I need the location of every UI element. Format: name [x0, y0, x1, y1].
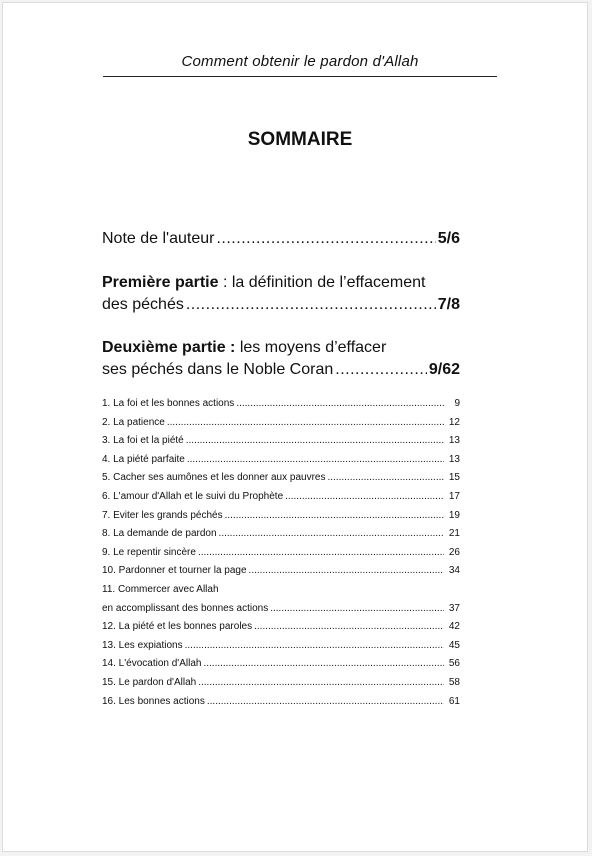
toc-item-page: 21: [448, 528, 460, 540]
toc-item-page: 13: [448, 453, 460, 465]
toc-item[interactable]: [102, 454, 460, 473]
dot-leader: [167, 417, 444, 428]
dot-leader: [285, 491, 444, 502]
dot-leader: [203, 658, 444, 669]
dot-leader: [185, 640, 444, 651]
toc-item[interactable]: [102, 528, 460, 547]
toc-item-label: 11. Commercer avec Allah: [102, 583, 219, 595]
toc-item[interactable]: [102, 435, 460, 454]
toc-item-page: 15: [448, 472, 460, 484]
toc-item[interactable]: [102, 621, 460, 640]
toc-item-label: 12. La piété et les bonnes paroles: [102, 621, 253, 633]
toc-item-page: 13: [448, 435, 460, 447]
toc-item-label: 15. Le pardon d'Allah: [102, 676, 197, 688]
dot-leader: [236, 398, 444, 409]
toc-item-page: 17: [448, 490, 460, 502]
toc-item-page: 61: [448, 695, 460, 707]
part-label: Deuxième partie :: [102, 339, 236, 356]
part-title-cont: ses péchés dans le Noble Coran: [102, 361, 334, 378]
toc-item[interactable]: [102, 547, 460, 566]
toc-item-label: 16. Les bonnes actions: [102, 695, 205, 707]
dot-leader: [335, 359, 427, 381]
toc-item-page: 26: [448, 546, 460, 558]
toc-item-label: 14. L'évocation d'Allah: [102, 658, 202, 670]
toc-item-page: 12: [448, 416, 460, 428]
toc-item-label: 13. Les expiations: [102, 639, 183, 651]
dot-leader: [216, 228, 435, 250]
toc-item-label: 9. Le repentir sincère: [102, 546, 196, 558]
toc-item-page: 34: [448, 565, 460, 577]
toc-item-page: 9: [454, 398, 460, 409]
dot-leader: [186, 294, 436, 316]
page-title: SOMMAIRE: [247, 129, 353, 150]
toc-list: [102, 398, 460, 714]
toc-item[interactable]: [102, 398, 460, 417]
toc-entry-part1[interactable]: [102, 272, 460, 316]
toc-item[interactable]: [102, 491, 460, 510]
toc-item[interactable]: [102, 640, 460, 659]
toc-item-label: 3. La foi et la piété: [102, 435, 184, 447]
running-head: Comment obtenir le pardon d'Allah: [181, 53, 419, 70]
part-title-cont: des péchés: [102, 296, 184, 313]
toc-item-label: 5. Cacher ses aumônes et les donner aux pauvres: [102, 472, 326, 484]
dot-leader: [207, 696, 444, 707]
toc-item[interactable]: [102, 417, 460, 436]
toc-item-page: 42: [448, 621, 460, 633]
toc-item-label: 10. Pardonner et tourner la page: [102, 565, 247, 577]
dot-leader: [270, 603, 444, 614]
dot-leader: [219, 528, 444, 539]
toc-item[interactable]: [102, 677, 460, 696]
toc-item-label: 8. La demande de pardon: [102, 528, 217, 540]
toc-entry-pages: 7/8: [437, 296, 460, 313]
part-title: les moyens d’effacer: [235, 339, 387, 356]
dot-leader: [198, 547, 444, 558]
dot-leader: [186, 435, 444, 446]
dot-leader: [327, 472, 444, 483]
toc-item[interactable]: [102, 565, 460, 584]
toc-item-page: 45: [448, 639, 460, 651]
toc-item-label: 2. La patience: [102, 416, 165, 428]
dot-leader: [187, 454, 444, 465]
toc-item-label: 1. La foi et les bonnes actions: [102, 398, 235, 409]
toc-item[interactable]: [102, 584, 460, 621]
toc-item-label: 4. La piété parfaite: [102, 453, 185, 465]
part-label: Première partie: [102, 274, 219, 291]
toc-item-label: 6. L'amour d'Allah et le suivi du Prophète: [102, 490, 284, 502]
toc-entry-label: Note de l'auteur: [102, 230, 215, 247]
toc-item-label: 7. Eviter les grands péchés: [102, 509, 223, 521]
toc-item-page: 37: [448, 602, 460, 614]
toc-entry-pages: 5/6: [437, 230, 460, 247]
toc-entry-pages: 9/62: [428, 361, 460, 378]
dot-leader: [225, 510, 444, 521]
dot-leader: [198, 677, 444, 688]
header-rule: [103, 76, 497, 77]
toc-item-page: 58: [448, 676, 460, 688]
part-title: : la définition de l’effacement: [218, 274, 426, 291]
toc-item[interactable]: [102, 472, 460, 491]
toc-item-label-cont: en accomplissant des bonnes actions: [102, 602, 269, 614]
toc-entry-note[interactable]: [102, 228, 460, 250]
toc-item[interactable]: [102, 696, 460, 715]
dot-leader: [254, 621, 444, 632]
dot-leader: [249, 565, 444, 576]
toc-entry-part2[interactable]: [102, 337, 460, 381]
toc-item-page: 19: [448, 509, 460, 521]
toc-item[interactable]: [102, 510, 460, 529]
toc-item-page: 56: [448, 658, 460, 670]
toc-item[interactable]: [102, 658, 460, 677]
